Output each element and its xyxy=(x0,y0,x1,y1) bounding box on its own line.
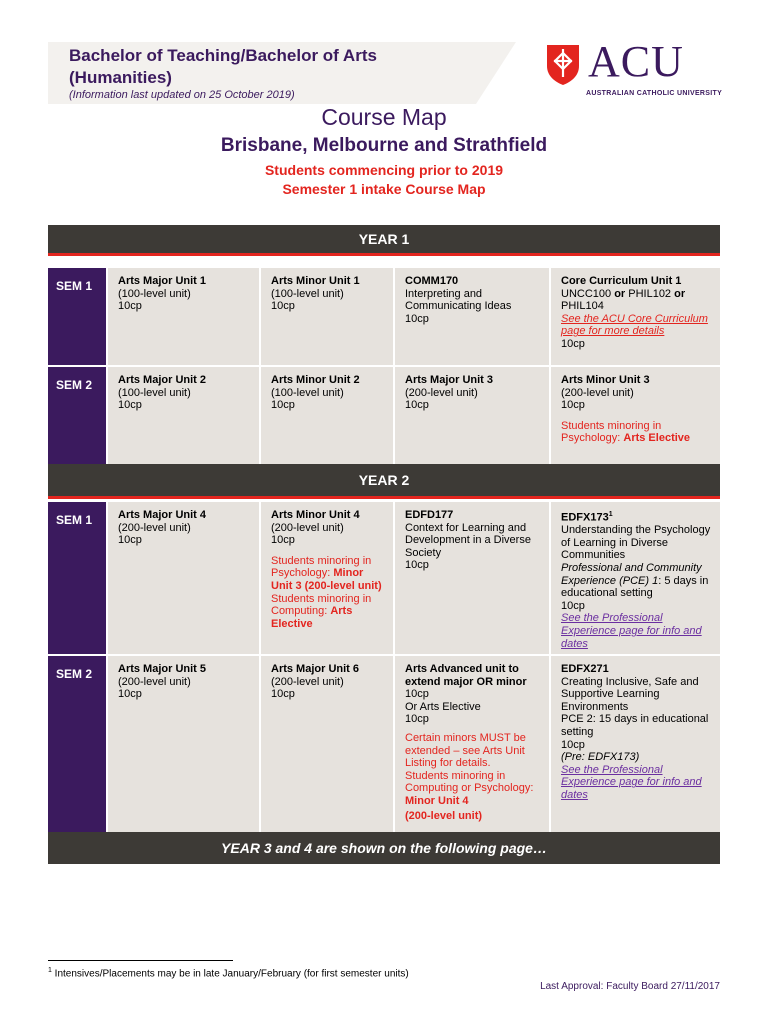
unit-cell: Arts Major Unit 4 (200-level unit) 10cp xyxy=(106,502,259,654)
acu-logo xyxy=(546,37,723,100)
approval-note: Last Approval: Faculty Board 27/11/2017 xyxy=(540,981,720,992)
unit-cell: EDFD177 Context for Learning and Development in a Diverse Society 10cp xyxy=(393,502,549,654)
following-page-note: YEAR 3 and 4 are shown on the following page… xyxy=(48,832,720,864)
core-curriculum-link[interactable]: See the ACU Core Curriculum page for more details xyxy=(561,312,708,338)
sem-label: SEM 1 xyxy=(48,502,106,654)
professional-experience-link[interactable]: See the Professional Experience page for info and dates xyxy=(561,612,702,650)
unit-cell: Arts Major Unit 1 (100-level unit) 10cp xyxy=(106,268,259,365)
year1-header: YEAR 1 xyxy=(48,225,720,256)
course-map-table xyxy=(48,225,720,864)
sem-label: SEM 1 xyxy=(48,268,106,365)
unit-cell: Core Curriculum Unit 1 UNCC100 or PHIL102 or PHIL104 See the ACU Core Curriculum page for more details 10cp xyxy=(549,268,720,365)
year1-sem1-row xyxy=(48,268,720,365)
unit-cell: Arts Minor Unit 3 (200-level unit) 10cp Students minoring in Psychology: Arts Elective xyxy=(549,365,720,464)
sem-label: SEM 2 xyxy=(48,654,106,832)
intake-subtitle: Semester 1 intake Course Map xyxy=(282,181,486,197)
footnote-divider xyxy=(48,960,233,961)
unit-cell: Arts Major Unit 2 (100-level unit) 10cp xyxy=(106,365,259,464)
unit-cell: Arts Minor Unit 2 (100-level unit) 10cp xyxy=(259,365,393,464)
year2-sem2-row xyxy=(48,654,720,832)
last-updated-note: (Information last updated on 25 October 2019) xyxy=(69,89,295,101)
unit-cell: COMM170 Interpreting and Communicating Ideas 10cp xyxy=(393,268,549,365)
unit-cell: Arts Minor Unit 4 (200-level unit) 10cp Students minoring in Psychology: Minor Unit 3 (200-level unit) Students minoring in Computing: Arts Elective xyxy=(259,502,393,654)
unit-cell: $EDFX173^1$ Understanding the Psychology of Learning in Diverse Communities Professional and Community Experience (PCE) 1: 5 days in educational setting 10cp See the Professional Experience page for info and dates xyxy=(549,502,720,654)
unit-cell: Arts Major Unit 3 (200-level unit) 10cp xyxy=(393,365,549,464)
unit-cell: Arts Advanced unit to extend major OR minor 10cp Or Arts Elective 10cp Certain minors MUST be extended – see Arts Unit Listing for details. Students minoring in Computing or Psychology: Minor Unit 4 (200-level unit) xyxy=(393,654,549,832)
unit-cell: EDFX271 Creating Inclusive, Safe and Supportive Learning Environments PCE 2: 15 days in educational setting 10cp (Pre: EDFX173) See the Professional Experience page for info and dates xyxy=(549,654,720,832)
year1-sem2-row xyxy=(48,365,720,464)
year2-sem1-row xyxy=(48,502,720,654)
sem-label: SEM 2 xyxy=(48,365,106,464)
professional-experience-link[interactable]: See the Professional Experience page for info and dates xyxy=(561,763,702,801)
unit-cell: Arts Major Unit 6 (200-level unit) 10cp xyxy=(259,654,393,832)
logo-wordmark: ACU xyxy=(588,37,684,86)
unit-cell: Arts Major Unit 5 (200-level unit) 10cp xyxy=(106,654,259,832)
year2-header: YEAR 2 xyxy=(48,464,720,499)
footnote: $^1$ Intensives/Placements may be in late January/February (for first semester units) xyxy=(48,967,409,980)
campuses: Brisbane, Melbourne and Strathfield xyxy=(220,135,548,156)
unit-cell: Arts Minor Unit 1 (100-level unit) 10cp xyxy=(259,268,393,365)
acu-shield-icon xyxy=(546,44,580,86)
logo-subtitle: AUSTRALIAN CATHOLIC UNIVERSITY xyxy=(586,90,723,97)
degree-title: Bachelor of Teaching/Bachelor of Arts (Humanities) xyxy=(69,46,377,87)
cohort-subtitle: Students commencing prior to 2019 xyxy=(264,162,504,178)
page-title: Course Map xyxy=(321,104,447,130)
